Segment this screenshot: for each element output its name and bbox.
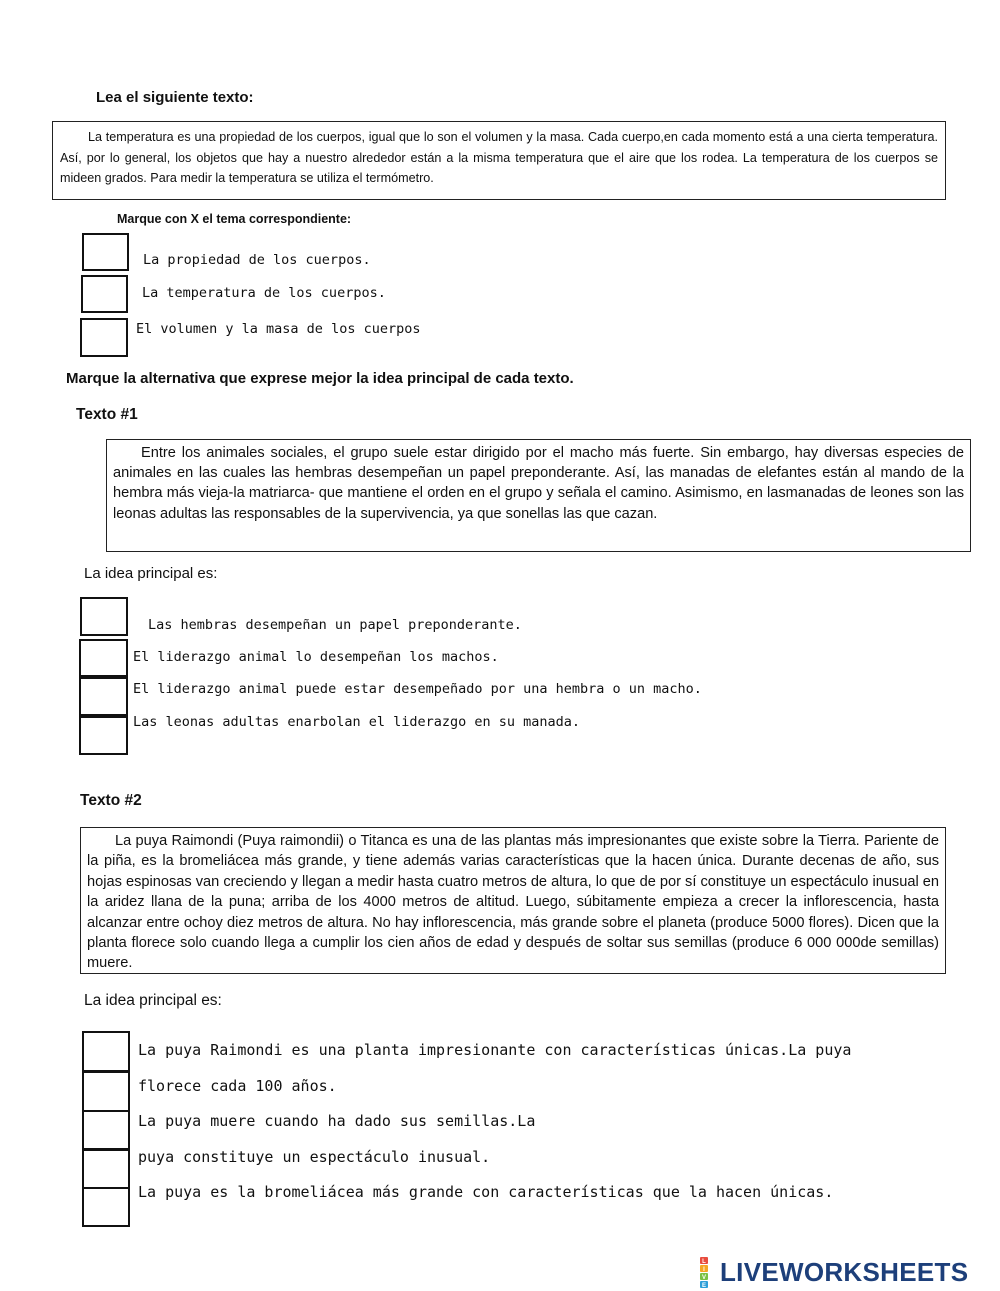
answer-checkbox[interactable]: [80, 597, 128, 636]
texto2-title: Texto #2: [80, 792, 142, 809]
answer-checkbox[interactable]: [82, 1149, 130, 1189]
texto1-title: Texto #1: [76, 406, 138, 423]
option-label: El liderazgo animal puede estar desempeñado por una hembra o un macho.: [133, 681, 702, 697]
liveworksheets-logo-icon: [698, 1256, 720, 1288]
option-label: Las hembras desempeñan un papel preponderante.: [148, 617, 522, 633]
option-label: La propiedad de los cuerpos.: [143, 252, 371, 268]
option-label: El volumen y la masa de los cuerpos: [136, 321, 421, 337]
answer-checkbox[interactable]: [82, 1110, 130, 1150]
answer-checkbox[interactable]: [82, 1071, 130, 1112]
liveworksheets-logo-text: LIVEWORKSHEETS: [720, 1256, 969, 1287]
section1-passage: La temperatura es una propiedad de los cuerpos, igual que lo son el volumen y la masa. Cada cuerpo,en cada momento está a una cierta temperatura. Así, por lo general, los objetos que hay a nuestro alrededor están a la misma temperatura que el aire que los rodea. La temperatura de los cuerpos se mideen grados. Para medir la temperatura se utiliza el termómetro.: [60, 130, 938, 185]
logo-tile-letter: I: [703, 1266, 705, 1273]
answer-checkbox[interactable]: [82, 233, 129, 271]
option-label: puya constituye un espectáculo inusual.: [138, 1148, 491, 1166]
texto2-passage: La puya Raimondi (Puya raimondii) o Titanca es una de las plantas más impresionantes que existe sobre la Tierra. Pariente de la piña, es la bromeliácea más grande, y tiene además varias características que la hacen única. Durante decenas de año, sus hojas espinosas van creciendo y llegan a medir hasta cuatro metros de altura, lo que de por sí constituye un espectáculo inusual en la aridez llana de la puna; arriba de los 4000 metros de altitud. Luego, súbitamente empieza a crecer la inflorescencia, hasta alcanzar entre ochoy diez metros de altura. No hay inflorescencia, más grande sobre el planeta (produce 5000 flores). Dicen que la planta florece solo cuando llega a cumplir los cien años de edad y después de soltar sus semillas (produce 6 000 000de semillas) muere.: [87, 833, 939, 972]
option-label: florece cada 100 años.: [138, 1077, 337, 1095]
texto2-prompt: La idea principal es:: [84, 992, 222, 1009]
logo-tile-letter: E: [701, 1282, 707, 1288]
option-label: Las leonas adultas enarbolan el liderazgo en su manada.: [133, 714, 581, 730]
option-label: El liderazgo animal lo desempeñan los machos.: [133, 649, 499, 665]
texto1-prompt: La idea principal es:: [84, 565, 218, 582]
texto2-passage-frame: [80, 827, 946, 974]
section1-instruction: Marque con X el tema correspondiente:: [117, 212, 352, 226]
answer-checkbox[interactable]: [82, 1031, 130, 1072]
option-label: La puya muere cuando ha dado sus semillas.La: [138, 1112, 536, 1130]
section2-instruction: Marque la alternativa que exprese mejor la idea principal de cada texto.: [66, 370, 574, 387]
liveworksheets-logo: [698, 1254, 968, 1290]
answer-checkbox[interactable]: [82, 1187, 130, 1227]
section1-heading: Lea el siguiente texto:: [96, 89, 254, 106]
answer-checkbox[interactable]: [81, 275, 128, 313]
answer-checkbox[interactable]: [80, 318, 128, 357]
texto1-passage-frame: [106, 439, 971, 552]
option-label: La puya es la bromeliácea más grande con características que la hacen únicas.: [138, 1183, 834, 1201]
texto1-passage: Entre los animales sociales, el grupo suele estar dirigido por el macho más fuerte. Sin embargo, hay diversas especies de animales en las cuales las hembras desempeñan un papel preponderante. Así, las manadas de elefantes están al mando de la hembra más vieja-la matriarca- que mantiene el orden en el grupo y señala el camino. Asimismo, en lasmanadas de leones son las leonas adultas las responsables de la supervivencia, ya que sonellas las que cazan.: [113, 445, 964, 522]
option-label: La puya Raimondi es una planta impresionante con características únicas.La puya: [138, 1041, 852, 1059]
section1-passage-frame: [52, 121, 946, 200]
logo-tile-letter: V: [701, 1274, 707, 1281]
option-label: La temperatura de los cuerpos.: [142, 285, 386, 301]
answer-checkbox[interactable]: [79, 677, 128, 716]
answer-checkbox[interactable]: [79, 639, 128, 677]
answer-checkbox[interactable]: [79, 716, 128, 755]
logo-tile-letter: L: [702, 1258, 706, 1265]
